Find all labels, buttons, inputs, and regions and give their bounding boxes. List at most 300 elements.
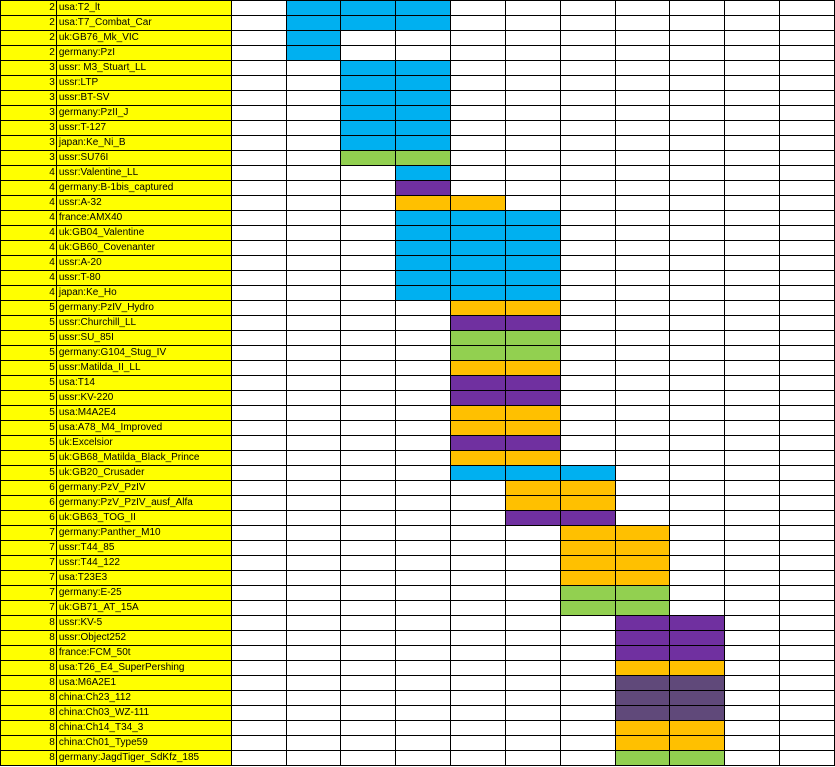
empty-cell[interactable]: [341, 616, 396, 631]
tier-cell[interactable]: 4: [1, 226, 57, 241]
empty-cell[interactable]: [231, 421, 286, 436]
tank-name-cell[interactable]: ussr:KV-220: [56, 391, 231, 406]
filled-cell[interactable]: [396, 1, 451, 16]
filled-cell[interactable]: [615, 526, 670, 541]
empty-cell[interactable]: [396, 721, 451, 736]
tank-name-cell[interactable]: japan:Ke_Ni_B: [56, 136, 231, 151]
filled-cell[interactable]: [615, 631, 670, 646]
filled-cell[interactable]: [560, 556, 615, 571]
empty-cell[interactable]: [725, 76, 780, 91]
filled-cell[interactable]: [396, 226, 451, 241]
empty-cell[interactable]: [286, 571, 341, 586]
empty-cell[interactable]: [341, 256, 396, 271]
empty-cell[interactable]: [780, 46, 835, 61]
empty-cell[interactable]: [780, 1, 835, 16]
tier-cell[interactable]: 4: [1, 271, 57, 286]
empty-cell[interactable]: [670, 451, 725, 466]
empty-cell[interactable]: [341, 601, 396, 616]
filled-cell[interactable]: [341, 61, 396, 76]
filled-cell[interactable]: [396, 76, 451, 91]
empty-cell[interactable]: [670, 241, 725, 256]
empty-cell[interactable]: [286, 211, 341, 226]
filled-cell[interactable]: [451, 346, 506, 361]
tank-name-cell[interactable]: ussr: M3_Stuart_LL: [56, 61, 231, 76]
empty-cell[interactable]: [780, 496, 835, 511]
empty-cell[interactable]: [231, 76, 286, 91]
tank-name-cell[interactable]: china:Ch14_T34_3: [56, 721, 231, 736]
empty-cell[interactable]: [231, 166, 286, 181]
empty-cell[interactable]: [615, 106, 670, 121]
empty-cell[interactable]: [231, 691, 286, 706]
empty-cell[interactable]: [505, 46, 560, 61]
tank-name-cell[interactable]: usa:T7_Combat_Car: [56, 16, 231, 31]
empty-cell[interactable]: [670, 61, 725, 76]
empty-cell[interactable]: [560, 361, 615, 376]
empty-cell[interactable]: [341, 301, 396, 316]
tank-name-cell[interactable]: uk:GB04_Valentine: [56, 226, 231, 241]
empty-cell[interactable]: [780, 166, 835, 181]
tank-name-cell[interactable]: ussr:Object252: [56, 631, 231, 646]
tank-name-cell[interactable]: uk:GB60_Covenanter: [56, 241, 231, 256]
filled-cell[interactable]: [341, 106, 396, 121]
empty-cell[interactable]: [231, 316, 286, 331]
empty-cell[interactable]: [725, 211, 780, 226]
empty-cell[interactable]: [725, 706, 780, 721]
empty-cell[interactable]: [286, 61, 341, 76]
tier-cell[interactable]: 8: [1, 646, 57, 661]
empty-cell[interactable]: [615, 331, 670, 346]
filled-cell[interactable]: [451, 376, 506, 391]
filled-cell[interactable]: [670, 706, 725, 721]
empty-cell[interactable]: [560, 436, 615, 451]
tier-cell[interactable]: 5: [1, 436, 57, 451]
filled-cell[interactable]: [286, 16, 341, 31]
empty-cell[interactable]: [780, 106, 835, 121]
empty-cell[interactable]: [725, 376, 780, 391]
empty-cell[interactable]: [286, 91, 341, 106]
empty-cell[interactable]: [670, 31, 725, 46]
empty-cell[interactable]: [451, 661, 506, 676]
empty-cell[interactable]: [451, 31, 506, 46]
empty-cell[interactable]: [780, 61, 835, 76]
empty-cell[interactable]: [560, 676, 615, 691]
filled-cell[interactable]: [505, 361, 560, 376]
empty-cell[interactable]: [780, 301, 835, 316]
empty-cell[interactable]: [231, 661, 286, 676]
tank-name-cell[interactable]: china:Ch03_WZ-111: [56, 706, 231, 721]
empty-cell[interactable]: [670, 121, 725, 136]
tank-name-cell[interactable]: france:AMX40: [56, 211, 231, 226]
filled-cell[interactable]: [396, 286, 451, 301]
tier-cell[interactable]: 7: [1, 556, 57, 571]
empty-cell[interactable]: [670, 301, 725, 316]
tank-name-cell[interactable]: germany:Panther_M10: [56, 526, 231, 541]
empty-cell[interactable]: [560, 31, 615, 46]
empty-cell[interactable]: [341, 196, 396, 211]
empty-cell[interactable]: [451, 511, 506, 526]
empty-cell[interactable]: [286, 286, 341, 301]
filled-cell[interactable]: [615, 646, 670, 661]
filled-cell[interactable]: [451, 226, 506, 241]
empty-cell[interactable]: [615, 496, 670, 511]
tier-cell[interactable]: 4: [1, 166, 57, 181]
empty-cell[interactable]: [560, 16, 615, 31]
empty-cell[interactable]: [396, 436, 451, 451]
empty-cell[interactable]: [780, 676, 835, 691]
empty-cell[interactable]: [615, 316, 670, 331]
filled-cell[interactable]: [396, 166, 451, 181]
empty-cell[interactable]: [341, 46, 396, 61]
empty-cell[interactable]: [725, 346, 780, 361]
empty-cell[interactable]: [505, 751, 560, 766]
filled-cell[interactable]: [451, 211, 506, 226]
empty-cell[interactable]: [725, 16, 780, 31]
empty-cell[interactable]: [725, 121, 780, 136]
empty-cell[interactable]: [560, 91, 615, 106]
empty-cell[interactable]: [725, 586, 780, 601]
empty-cell[interactable]: [725, 421, 780, 436]
empty-cell[interactable]: [670, 331, 725, 346]
empty-cell[interactable]: [780, 721, 835, 736]
empty-cell[interactable]: [286, 151, 341, 166]
empty-cell[interactable]: [725, 556, 780, 571]
tank-name-cell[interactable]: usa:T26_E4_SuperPershing: [56, 661, 231, 676]
filled-cell[interactable]: [341, 76, 396, 91]
empty-cell[interactable]: [396, 361, 451, 376]
tank-name-cell[interactable]: china:Ch23_112: [56, 691, 231, 706]
empty-cell[interactable]: [725, 541, 780, 556]
empty-cell[interactable]: [780, 586, 835, 601]
empty-cell[interactable]: [615, 76, 670, 91]
empty-cell[interactable]: [396, 661, 451, 676]
tier-cell[interactable]: 5: [1, 391, 57, 406]
empty-cell[interactable]: [341, 361, 396, 376]
filled-cell[interactable]: [396, 241, 451, 256]
empty-cell[interactable]: [560, 181, 615, 196]
tank-name-cell[interactable]: usa:T2_lt: [56, 1, 231, 16]
empty-cell[interactable]: [780, 706, 835, 721]
empty-cell[interactable]: [615, 31, 670, 46]
filled-cell[interactable]: [451, 331, 506, 346]
empty-cell[interactable]: [505, 736, 560, 751]
empty-cell[interactable]: [780, 436, 835, 451]
empty-cell[interactable]: [670, 406, 725, 421]
empty-cell[interactable]: [505, 151, 560, 166]
empty-cell[interactable]: [231, 106, 286, 121]
empty-cell[interactable]: [670, 511, 725, 526]
empty-cell[interactable]: [560, 136, 615, 151]
empty-cell[interactable]: [396, 301, 451, 316]
empty-cell[interactable]: [451, 1, 506, 16]
empty-cell[interactable]: [670, 211, 725, 226]
empty-cell[interactable]: [505, 196, 560, 211]
filled-cell[interactable]: [560, 511, 615, 526]
empty-cell[interactable]: [396, 511, 451, 526]
filled-cell[interactable]: [615, 736, 670, 751]
empty-cell[interactable]: [231, 511, 286, 526]
filled-cell[interactable]: [505, 496, 560, 511]
empty-cell[interactable]: [231, 211, 286, 226]
empty-cell[interactable]: [725, 451, 780, 466]
tank-name-cell[interactable]: ussr:A-32: [56, 196, 231, 211]
empty-cell[interactable]: [451, 136, 506, 151]
empty-cell[interactable]: [286, 391, 341, 406]
tier-cell[interactable]: 5: [1, 376, 57, 391]
empty-cell[interactable]: [396, 631, 451, 646]
empty-cell[interactable]: [725, 61, 780, 76]
filled-cell[interactable]: [286, 1, 341, 16]
filled-cell[interactable]: [505, 286, 560, 301]
tank-name-cell[interactable]: ussr:T-127: [56, 121, 231, 136]
empty-cell[interactable]: [451, 151, 506, 166]
empty-cell[interactable]: [396, 466, 451, 481]
filled-cell[interactable]: [670, 691, 725, 706]
empty-cell[interactable]: [615, 256, 670, 271]
filled-cell[interactable]: [505, 271, 560, 286]
empty-cell[interactable]: [560, 151, 615, 166]
empty-cell[interactable]: [780, 31, 835, 46]
empty-cell[interactable]: [670, 46, 725, 61]
empty-cell[interactable]: [286, 706, 341, 721]
empty-cell[interactable]: [780, 241, 835, 256]
filled-cell[interactable]: [560, 496, 615, 511]
tier-cell[interactable]: 8: [1, 691, 57, 706]
empty-cell[interactable]: [615, 466, 670, 481]
empty-cell[interactable]: [615, 181, 670, 196]
filled-cell[interactable]: [286, 31, 341, 46]
filled-cell[interactable]: [615, 586, 670, 601]
filled-cell[interactable]: [396, 271, 451, 286]
filled-cell[interactable]: [451, 421, 506, 436]
empty-cell[interactable]: [396, 316, 451, 331]
empty-cell[interactable]: [286, 421, 341, 436]
empty-cell[interactable]: [670, 76, 725, 91]
empty-cell[interactable]: [560, 106, 615, 121]
empty-cell[interactable]: [231, 676, 286, 691]
empty-cell[interactable]: [670, 421, 725, 436]
empty-cell[interactable]: [451, 121, 506, 136]
empty-cell[interactable]: [341, 31, 396, 46]
empty-cell[interactable]: [341, 211, 396, 226]
filled-cell[interactable]: [670, 661, 725, 676]
tier-cell[interactable]: 8: [1, 616, 57, 631]
empty-cell[interactable]: [396, 616, 451, 631]
empty-cell[interactable]: [560, 286, 615, 301]
empty-cell[interactable]: [725, 31, 780, 46]
filled-cell[interactable]: [396, 181, 451, 196]
tank-name-cell[interactable]: uk:Excelsior: [56, 436, 231, 451]
empty-cell[interactable]: [670, 391, 725, 406]
tier-cell[interactable]: 7: [1, 526, 57, 541]
filled-cell[interactable]: [670, 646, 725, 661]
filled-cell[interactable]: [505, 316, 560, 331]
empty-cell[interactable]: [725, 106, 780, 121]
empty-cell[interactable]: [780, 91, 835, 106]
empty-cell[interactable]: [725, 736, 780, 751]
empty-cell[interactable]: [231, 616, 286, 631]
empty-cell[interactable]: [505, 541, 560, 556]
empty-cell[interactable]: [505, 16, 560, 31]
empty-cell[interactable]: [505, 616, 560, 631]
filled-cell[interactable]: [615, 616, 670, 631]
empty-cell[interactable]: [231, 331, 286, 346]
empty-cell[interactable]: [341, 706, 396, 721]
tank-name-cell[interactable]: usa:M6A2E1: [56, 676, 231, 691]
empty-cell[interactable]: [780, 631, 835, 646]
empty-cell[interactable]: [780, 571, 835, 586]
empty-cell[interactable]: [396, 526, 451, 541]
empty-cell[interactable]: [451, 706, 506, 721]
filled-cell[interactable]: [615, 571, 670, 586]
tier-cell[interactable]: 6: [1, 511, 57, 526]
empty-cell[interactable]: [670, 316, 725, 331]
empty-cell[interactable]: [451, 586, 506, 601]
empty-cell[interactable]: [780, 271, 835, 286]
empty-cell[interactable]: [560, 346, 615, 361]
empty-cell[interactable]: [341, 526, 396, 541]
empty-cell[interactable]: [451, 61, 506, 76]
empty-cell[interactable]: [231, 361, 286, 376]
empty-cell[interactable]: [780, 316, 835, 331]
filled-cell[interactable]: [451, 271, 506, 286]
empty-cell[interactable]: [615, 1, 670, 16]
empty-cell[interactable]: [560, 166, 615, 181]
empty-cell[interactable]: [615, 151, 670, 166]
empty-cell[interactable]: [341, 571, 396, 586]
empty-cell[interactable]: [505, 571, 560, 586]
empty-cell[interactable]: [286, 106, 341, 121]
empty-cell[interactable]: [780, 451, 835, 466]
empty-cell[interactable]: [780, 406, 835, 421]
tier-cell[interactable]: 7: [1, 586, 57, 601]
empty-cell[interactable]: [451, 541, 506, 556]
tier-cell[interactable]: 3: [1, 151, 57, 166]
tier-cell[interactable]: 5: [1, 316, 57, 331]
empty-cell[interactable]: [505, 91, 560, 106]
empty-cell[interactable]: [231, 256, 286, 271]
empty-cell[interactable]: [286, 721, 341, 736]
empty-cell[interactable]: [286, 331, 341, 346]
filled-cell[interactable]: [341, 91, 396, 106]
empty-cell[interactable]: [670, 286, 725, 301]
empty-cell[interactable]: [286, 601, 341, 616]
empty-cell[interactable]: [341, 541, 396, 556]
filled-cell[interactable]: [505, 331, 560, 346]
filled-cell[interactable]: [341, 136, 396, 151]
empty-cell[interactable]: [451, 181, 506, 196]
tank-name-cell[interactable]: germany:PzIV_Hydro: [56, 301, 231, 316]
empty-cell[interactable]: [615, 421, 670, 436]
empty-cell[interactable]: [615, 436, 670, 451]
empty-cell[interactable]: [505, 61, 560, 76]
empty-cell[interactable]: [615, 376, 670, 391]
empty-cell[interactable]: [396, 706, 451, 721]
empty-cell[interactable]: [451, 496, 506, 511]
empty-cell[interactable]: [341, 181, 396, 196]
filled-cell[interactable]: [451, 406, 506, 421]
tank-name-cell[interactable]: france:FCM_50t: [56, 646, 231, 661]
empty-cell[interactable]: [560, 751, 615, 766]
empty-cell[interactable]: [396, 496, 451, 511]
empty-cell[interactable]: [396, 376, 451, 391]
filled-cell[interactable]: [615, 601, 670, 616]
tier-cell[interactable]: 8: [1, 721, 57, 736]
empty-cell[interactable]: [231, 136, 286, 151]
empty-cell[interactable]: [231, 346, 286, 361]
filled-cell[interactable]: [615, 706, 670, 721]
tank-name-cell[interactable]: germany:E-25: [56, 586, 231, 601]
empty-cell[interactable]: [341, 331, 396, 346]
empty-cell[interactable]: [560, 631, 615, 646]
empty-cell[interactable]: [451, 166, 506, 181]
empty-cell[interactable]: [231, 736, 286, 751]
filled-cell[interactable]: [505, 421, 560, 436]
empty-cell[interactable]: [231, 241, 286, 256]
tier-cell[interactable]: 8: [1, 676, 57, 691]
empty-cell[interactable]: [615, 211, 670, 226]
empty-cell[interactable]: [286, 166, 341, 181]
tank-name-cell[interactable]: ussr:KV-5: [56, 616, 231, 631]
empty-cell[interactable]: [231, 751, 286, 766]
empty-cell[interactable]: [231, 556, 286, 571]
tank-name-cell[interactable]: ussr:T-80: [56, 271, 231, 286]
empty-cell[interactable]: [396, 676, 451, 691]
tank-name-cell[interactable]: japan:Ke_Ho: [56, 286, 231, 301]
empty-cell[interactable]: [670, 541, 725, 556]
tier-cell[interactable]: 4: [1, 196, 57, 211]
filled-cell[interactable]: [341, 121, 396, 136]
empty-cell[interactable]: [231, 631, 286, 646]
empty-cell[interactable]: [451, 91, 506, 106]
empty-cell[interactable]: [286, 301, 341, 316]
empty-cell[interactable]: [560, 736, 615, 751]
tier-cell[interactable]: 3: [1, 121, 57, 136]
empty-cell[interactable]: [725, 226, 780, 241]
empty-cell[interactable]: [780, 691, 835, 706]
empty-cell[interactable]: [560, 301, 615, 316]
empty-cell[interactable]: [560, 241, 615, 256]
filled-cell[interactable]: [505, 451, 560, 466]
empty-cell[interactable]: [615, 61, 670, 76]
filled-cell[interactable]: [560, 586, 615, 601]
empty-cell[interactable]: [286, 271, 341, 286]
empty-cell[interactable]: [341, 421, 396, 436]
empty-cell[interactable]: [231, 466, 286, 481]
empty-cell[interactable]: [505, 691, 560, 706]
empty-cell[interactable]: [341, 436, 396, 451]
empty-cell[interactable]: [286, 226, 341, 241]
empty-cell[interactable]: [725, 511, 780, 526]
empty-cell[interactable]: [725, 526, 780, 541]
empty-cell[interactable]: [286, 496, 341, 511]
empty-cell[interactable]: [560, 421, 615, 436]
empty-cell[interactable]: [396, 451, 451, 466]
filled-cell[interactable]: [505, 481, 560, 496]
empty-cell[interactable]: [780, 286, 835, 301]
empty-cell[interactable]: [725, 661, 780, 676]
tank-name-cell[interactable]: ussr:SU76I: [56, 151, 231, 166]
empty-cell[interactable]: [451, 646, 506, 661]
empty-cell[interactable]: [725, 241, 780, 256]
empty-cell[interactable]: [670, 466, 725, 481]
filled-cell[interactable]: [396, 106, 451, 121]
empty-cell[interactable]: [231, 601, 286, 616]
empty-cell[interactable]: [725, 181, 780, 196]
empty-cell[interactable]: [615, 196, 670, 211]
empty-cell[interactable]: [396, 406, 451, 421]
empty-cell[interactable]: [341, 481, 396, 496]
empty-cell[interactable]: [396, 601, 451, 616]
